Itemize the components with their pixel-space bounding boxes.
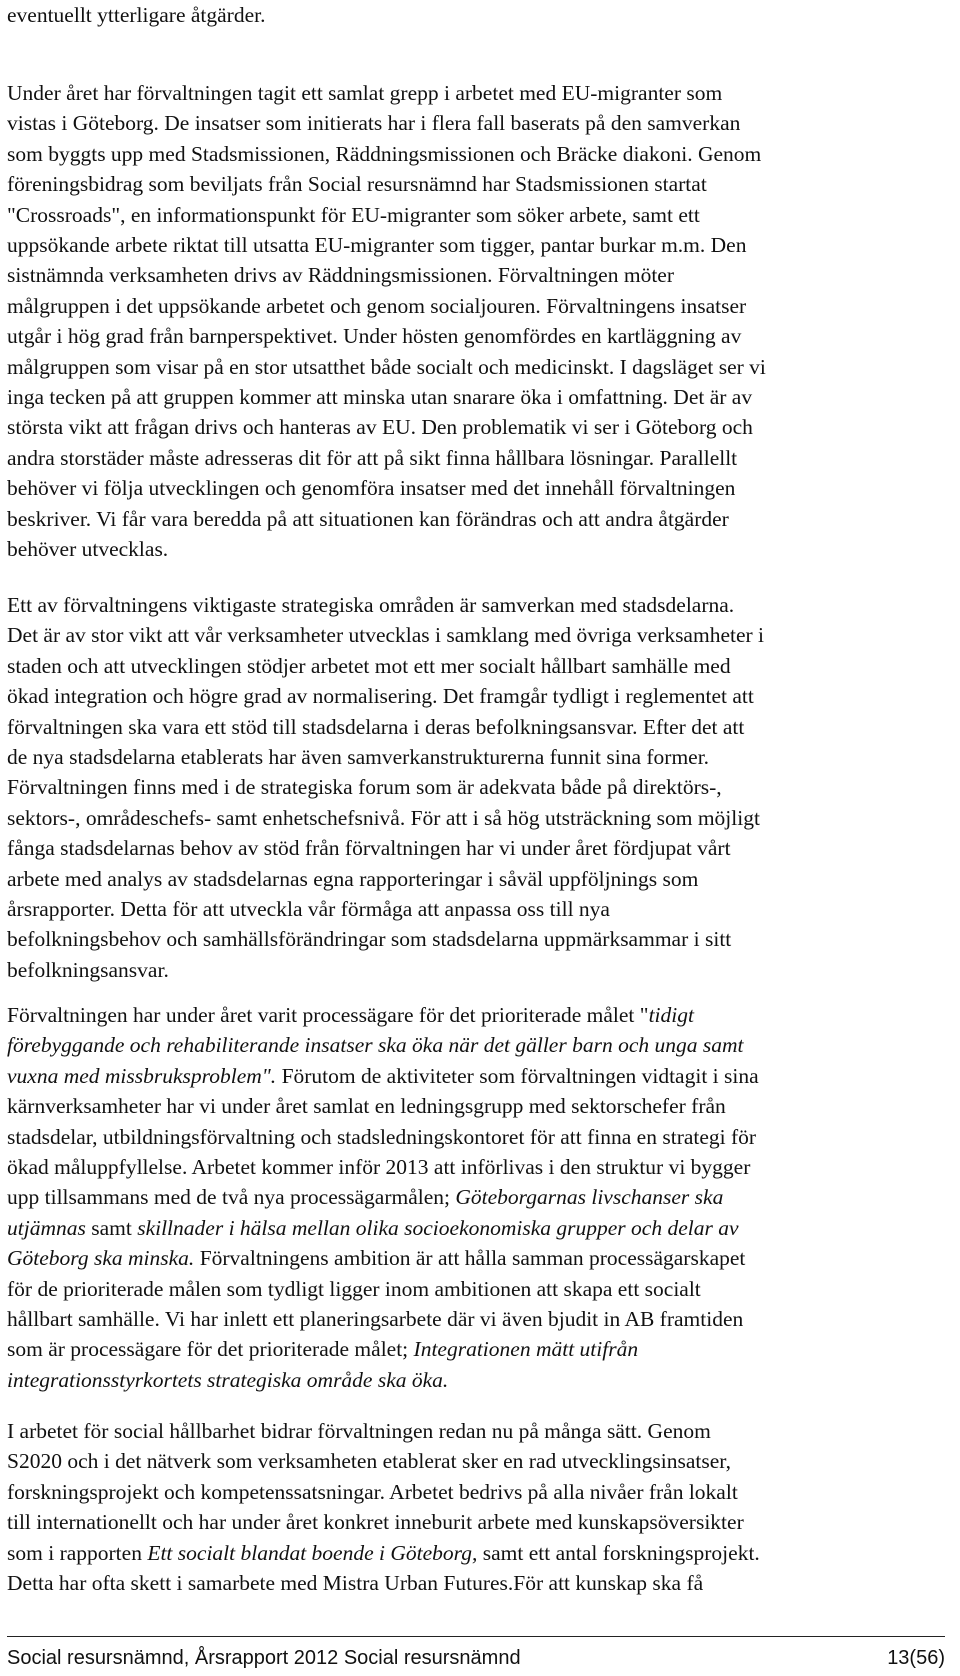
text-line	[7, 1568, 760, 1598]
text-line	[7, 803, 764, 833]
text-run: fånga stadsdelarnas behov av stöd från förvaltningen har vi under året fördjupat vårt	[7, 836, 731, 861]
text-run: sektors-, områdeschefs- samt enhetschefsnivå. För att i så hög utsträckning som möjligt	[7, 805, 760, 830]
text-run: årsrapporter. Detta för att utveckla vår förmåga att anpassa oss till nya	[7, 897, 610, 922]
paragraph	[7, 1000, 759, 1395]
footer-title: Social resursnämnd, Årsrapport 2012 Social resursnämnd	[7, 1647, 521, 1669]
text-run: största vikt att frågan drivs och hanteras av EU. Den problematik vi ser i Göteborg och	[7, 415, 753, 440]
text-run: arbete med analys av stadsdelarnas egna rapporteringar i såväl uppföljnings som	[7, 866, 699, 891]
text-run: stadsdelar, utbildningsförvaltning och stadsledningskontoret för att finna en strategi för	[7, 1124, 757, 1149]
text-line	[7, 169, 766, 199]
text-line	[7, 534, 766, 564]
text-run: sistnämnda verksamheten drivs av Räddningsmissionen. Förvaltningen möter	[7, 263, 674, 288]
italic-text: integrationsstyrkortets strategiska område ska öka.	[7, 1367, 449, 1392]
text-line	[7, 1507, 760, 1537]
italic-text: Ett socialt blandat boende i Göteborg,	[147, 1540, 478, 1565]
text-run: behöver utvecklas.	[7, 537, 169, 562]
text-run: ökad måluppfyllelse. Arbetet kommer inför 2013 att införlivas i den struktur vi bygger	[7, 1155, 751, 1180]
italic-text: Integrationen mätt utifrån	[413, 1337, 639, 1362]
text-run: Detta har ofta skett i samarbete med Mistra Urban Futures.För att kunskap ska få	[7, 1571, 704, 1596]
text-run: inga tecken på att gruppen kommer att minska utan snarare öka i omfattning. Det är av	[7, 385, 753, 410]
text-line	[7, 1122, 759, 1152]
text-run: för de prioriterade målen som tydligt ligger inom ambitionen att skapa ett socialt	[7, 1276, 701, 1301]
text-line	[7, 955, 764, 985]
text-run: som i rapporten	[7, 1540, 148, 1565]
text-run: förvaltningen ska vara ett stöd till stadsdelarna i deras befolkningsansvar. Efter det att	[7, 714, 745, 739]
text-line	[7, 200, 766, 230]
text-line	[7, 78, 766, 108]
text-line	[7, 1091, 759, 1121]
text-line	[7, 772, 764, 802]
text-line	[7, 833, 764, 863]
text-run: vistas i Göteborg. De insatser som initierats har i flera fall baserats på den samverkan	[7, 111, 741, 136]
text-run: de nya stadsdelarna etablerats har även samverkanstrukturerna funnit sina former.	[7, 745, 710, 770]
text-line	[7, 443, 766, 473]
text-run: som byggts upp med Stadsmissionen, Räddningsmissionen och Bräcke diakoni. Genom	[7, 141, 762, 166]
text-line	[7, 382, 766, 412]
italic-text: Göteborg ska minska.	[7, 1246, 195, 1271]
text-line	[7, 1213, 759, 1243]
text-run: forskningsprojekt och kompetenssatsningar. Arbetet bedrivs på alla nivåer från lokalt	[7, 1479, 738, 1504]
text-run: föreningsbidrag som beviljats från Social resursnämnd har Stadsmissionen startat	[7, 172, 707, 197]
text-line	[7, 590, 764, 620]
text-line	[7, 1243, 759, 1273]
text-line	[7, 1061, 759, 1091]
text-line	[7, 924, 764, 954]
text-run: "Crossroads", en informationspunkt för EU-migranter som söker arbete, samt ett	[7, 202, 700, 227]
text-run: staden och att utvecklingen stödjer arbetet mot ett mer socialt hållbart samhälle med	[7, 653, 731, 678]
text-run: samt	[85, 1215, 138, 1240]
text-line	[7, 1416, 760, 1446]
page-number: 13(56)	[887, 1647, 945, 1669]
text-line	[7, 1446, 760, 1476]
text-run: Under året har förvaltningen tagit ett samlat grepp i arbetet med EU-migranter som	[7, 81, 723, 105]
text-line	[7, 321, 766, 351]
text-run: beskriver. Vi får vara beredda på att situationen kan förändras och att andra åtgärder	[7, 506, 729, 531]
text-run: Det är av stor vikt att vår verksamheter utvecklas i samklang med övriga verksamheter i	[7, 623, 765, 648]
text-run: samt ett antal forskningsprojekt.	[477, 1540, 760, 1565]
italic-text: Göteborgarnas livschanser ska	[455, 1185, 724, 1210]
text-line	[7, 651, 764, 681]
italic-text: förebyggande och rehabiliterande insatser ska öka när det gäller barn och unga samt	[7, 1033, 744, 1058]
text-run: Ett av förvaltningens viktigaste strategiska områden är samverkan med stadsdelarna.	[7, 593, 735, 617]
text-line	[7, 620, 764, 650]
text-run: målgruppen i det uppsökande arbetet och genom socialjouren. Förvaltningens insatser	[7, 293, 747, 318]
text-run: upp tillsammans med de två nya processägarmålen;	[7, 1185, 456, 1210]
text-run: befolkningsansvar.	[7, 957, 169, 982]
text-run: Förvaltningens ambition är att hålla samman processägarskapet	[194, 1246, 746, 1271]
text-line	[7, 1182, 759, 1212]
text-line	[7, 108, 766, 138]
text-run: som är processägare för det prioriterade målet;	[7, 1337, 414, 1362]
text-run: till internationellt och har under året konkret inneburit arbete med kunskapsöversikter	[7, 1510, 744, 1535]
text-line	[7, 1274, 759, 1304]
text-line	[7, 1365, 759, 1395]
text-line	[7, 1334, 759, 1364]
text-line	[7, 742, 764, 772]
text-run: hållbart samhälle. Vi har inlett ett planeringsarbete där vi även bjudit in AB framtiden	[7, 1307, 744, 1332]
text-line	[7, 291, 766, 321]
text-line	[7, 0, 265, 30]
italic-text: vuxna med missbruksproblem".	[7, 1063, 277, 1088]
page-footer	[7, 1636, 945, 1669]
text-line	[7, 1538, 760, 1568]
text-line	[7, 412, 766, 442]
text-line	[7, 712, 764, 742]
text-line	[7, 1000, 759, 1030]
text-line	[7, 473, 766, 503]
paragraph	[7, 0, 265, 30]
text-run: befolkningsbehov och samhällsförändringar som stadsdelarna uppmärksammar i sitt	[7, 927, 732, 952]
text-run: målgruppen som visar på en stor utsatthet både socialt och medicinskt. I dagsläget ser vi	[7, 354, 766, 379]
text-line	[7, 1477, 760, 1507]
text-run: I arbetet för social hållbarhet bidrar förvaltningen redan nu på många sätt. Genom	[7, 1419, 711, 1443]
text-line	[7, 1030, 759, 1060]
text-line	[7, 864, 764, 894]
text-line	[7, 504, 766, 534]
text-run: Förvaltningen har under året varit processägare för det prioriterade målet "	[7, 1003, 649, 1027]
text-run: ökad integration och högre grad av normalisering. Det framgår tydligt i reglementet att	[7, 684, 754, 709]
text-run: uppsökande arbete riktat till utsatta EU-migranter som tigger, pantar burkar m.m. Den	[7, 233, 747, 258]
text-line	[7, 894, 764, 924]
text-run: utgår i hög grad från barnperspektivet. Under hösten genomfördes en kartläggning av	[7, 324, 742, 349]
paragraph	[7, 1416, 760, 1598]
text-line	[7, 1152, 759, 1182]
text-line	[7, 230, 766, 260]
text-run: S2020 och i det nätverk som verksamheten etablerat sker en rad utvecklingsinsatser,	[7, 1449, 731, 1474]
text-run: Förvaltningen finns med i de strategiska forum som är adekvata både på direktörs-,	[7, 775, 722, 800]
text-run: kärnverksamheter har vi under året samlat en ledningsgrupp med sektorschefer från	[7, 1094, 726, 1119]
paragraph	[7, 590, 764, 985]
text-run: eventuellt ytterligare åtgärder.	[7, 3, 266, 27]
text-line	[7, 681, 764, 711]
paragraph	[7, 78, 766, 565]
text-line	[7, 260, 766, 290]
text-line	[7, 352, 766, 382]
italic-text: skillnader i hälsa mellan olika socioekonomiska grupper och delar av	[137, 1215, 739, 1240]
text-line	[7, 1304, 759, 1334]
text-line	[7, 139, 766, 169]
italic-text: tidigt	[648, 1003, 694, 1027]
italic-text: utjämnas	[7, 1215, 86, 1240]
text-run: andra storstäder måste adresseras dit för att på sikt finna hållbara lösningar. Parallellt	[7, 445, 738, 470]
text-run: behöver vi följa utvecklingen och genomföra insatser med det innehåll förvaltningen	[7, 476, 736, 501]
text-run: Förutom de aktiviteter som förvaltningen vidtagit i sina	[276, 1063, 759, 1088]
